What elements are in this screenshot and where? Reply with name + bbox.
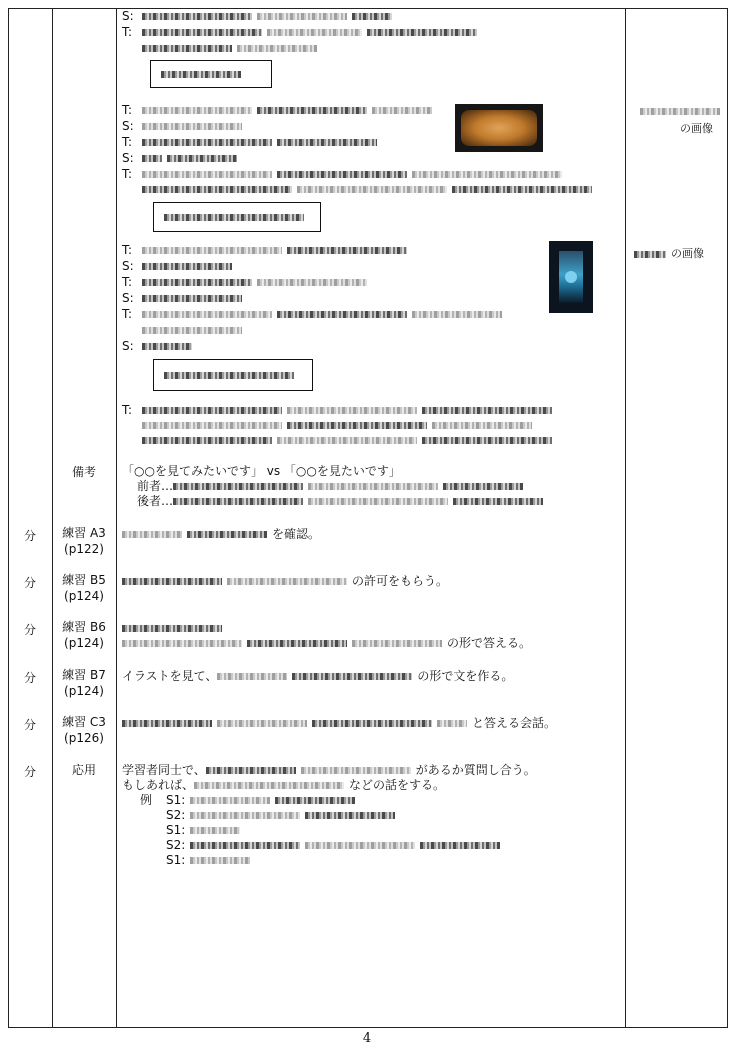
dialogue-line: T: [122,25,482,39]
side-note-image-2: の画像 [634,245,704,261]
dialogue-line: S: [122,9,397,23]
dialogue-continuation [142,433,557,447]
application-example-line: S2: [166,808,400,822]
remarks-former: 前者… [137,479,528,493]
key-phrase-box [153,202,321,232]
dialogue-continuation [142,41,322,55]
application-example-line: S1: [166,823,245,837]
dialogue-line: T: [122,307,507,321]
practice-description-line [122,621,227,635]
minute-cell: 分 [23,765,36,779]
dialogue-line: T: [122,403,557,417]
food-photo [455,104,543,152]
dialogue-line: T: [122,103,437,117]
dialogue-continuation [142,182,597,196]
minute-cell: 分 [23,623,36,637]
illustration-image [549,241,593,313]
dialogue-line: T: [122,275,372,289]
section-cell: 練習 B5 (p124) [62,573,106,603]
column-divider-section [116,8,117,1027]
minute-cell: 分 [23,576,36,590]
dialogue-line: S: [122,119,247,133]
dialogue-continuation [142,323,247,337]
application-example-line: S2: [166,838,505,852]
section-cell: 練習 A3 (p122) [62,526,106,556]
section-cell: 練習 B6 (p124) [62,620,106,650]
column-divider-notes [625,8,626,1027]
section-cell: 練習 B7 (p124) [62,668,106,698]
dialogue-line: T: [122,243,412,257]
remarks-example: 「○○を見てみたいです」 vs 「○○を見たいです」 [122,464,401,478]
dialogue-line: T: [122,135,382,149]
table-right-border [727,8,728,1027]
remarks-latter: 後者… [137,494,548,508]
dialogue-line: S: [122,259,237,273]
application-example-line: 例 S1: [140,793,360,807]
dialogue-line: S: [122,291,247,305]
minute-cell: 分 [23,529,36,543]
column-divider-minutes [52,8,53,1027]
practice-description: の許可をもらう。 [122,574,448,588]
key-phrase-box [150,60,272,88]
minute-cell: 分 [23,671,36,685]
key-phrase-box [153,359,313,391]
page-number: 4 [362,1031,372,1046]
table-left-border [8,8,9,1027]
side-note-image-1 [640,104,725,117]
section-cell: 応用 [71,763,96,777]
practice-description: と答える会話。 [122,716,556,730]
dialogue-continuation [142,418,537,432]
minute-cell: 分 [23,718,36,732]
practice-description: の形で答える。 [122,636,531,650]
application-line: もしあれば、 などの話をする。 [122,778,446,792]
application-example-line: S1: [166,853,255,867]
dialogue-line: S: [122,151,242,165]
practice-description: イラストを見て、 の形で文を作る。 [122,669,514,683]
side-note-image-1-caption: の画像 [680,122,713,135]
dialogue-line: S: [122,339,197,353]
remarks-label: 備考 [71,465,96,479]
practice-description: を確認。 [122,527,320,541]
table-bottom-border [8,1027,728,1028]
application-line: 学習者同士で、 があるか質問し合う。 [122,763,536,777]
section-cell: 練習 C3 (p126) [62,715,106,745]
dialogue-line: T: [122,167,567,181]
